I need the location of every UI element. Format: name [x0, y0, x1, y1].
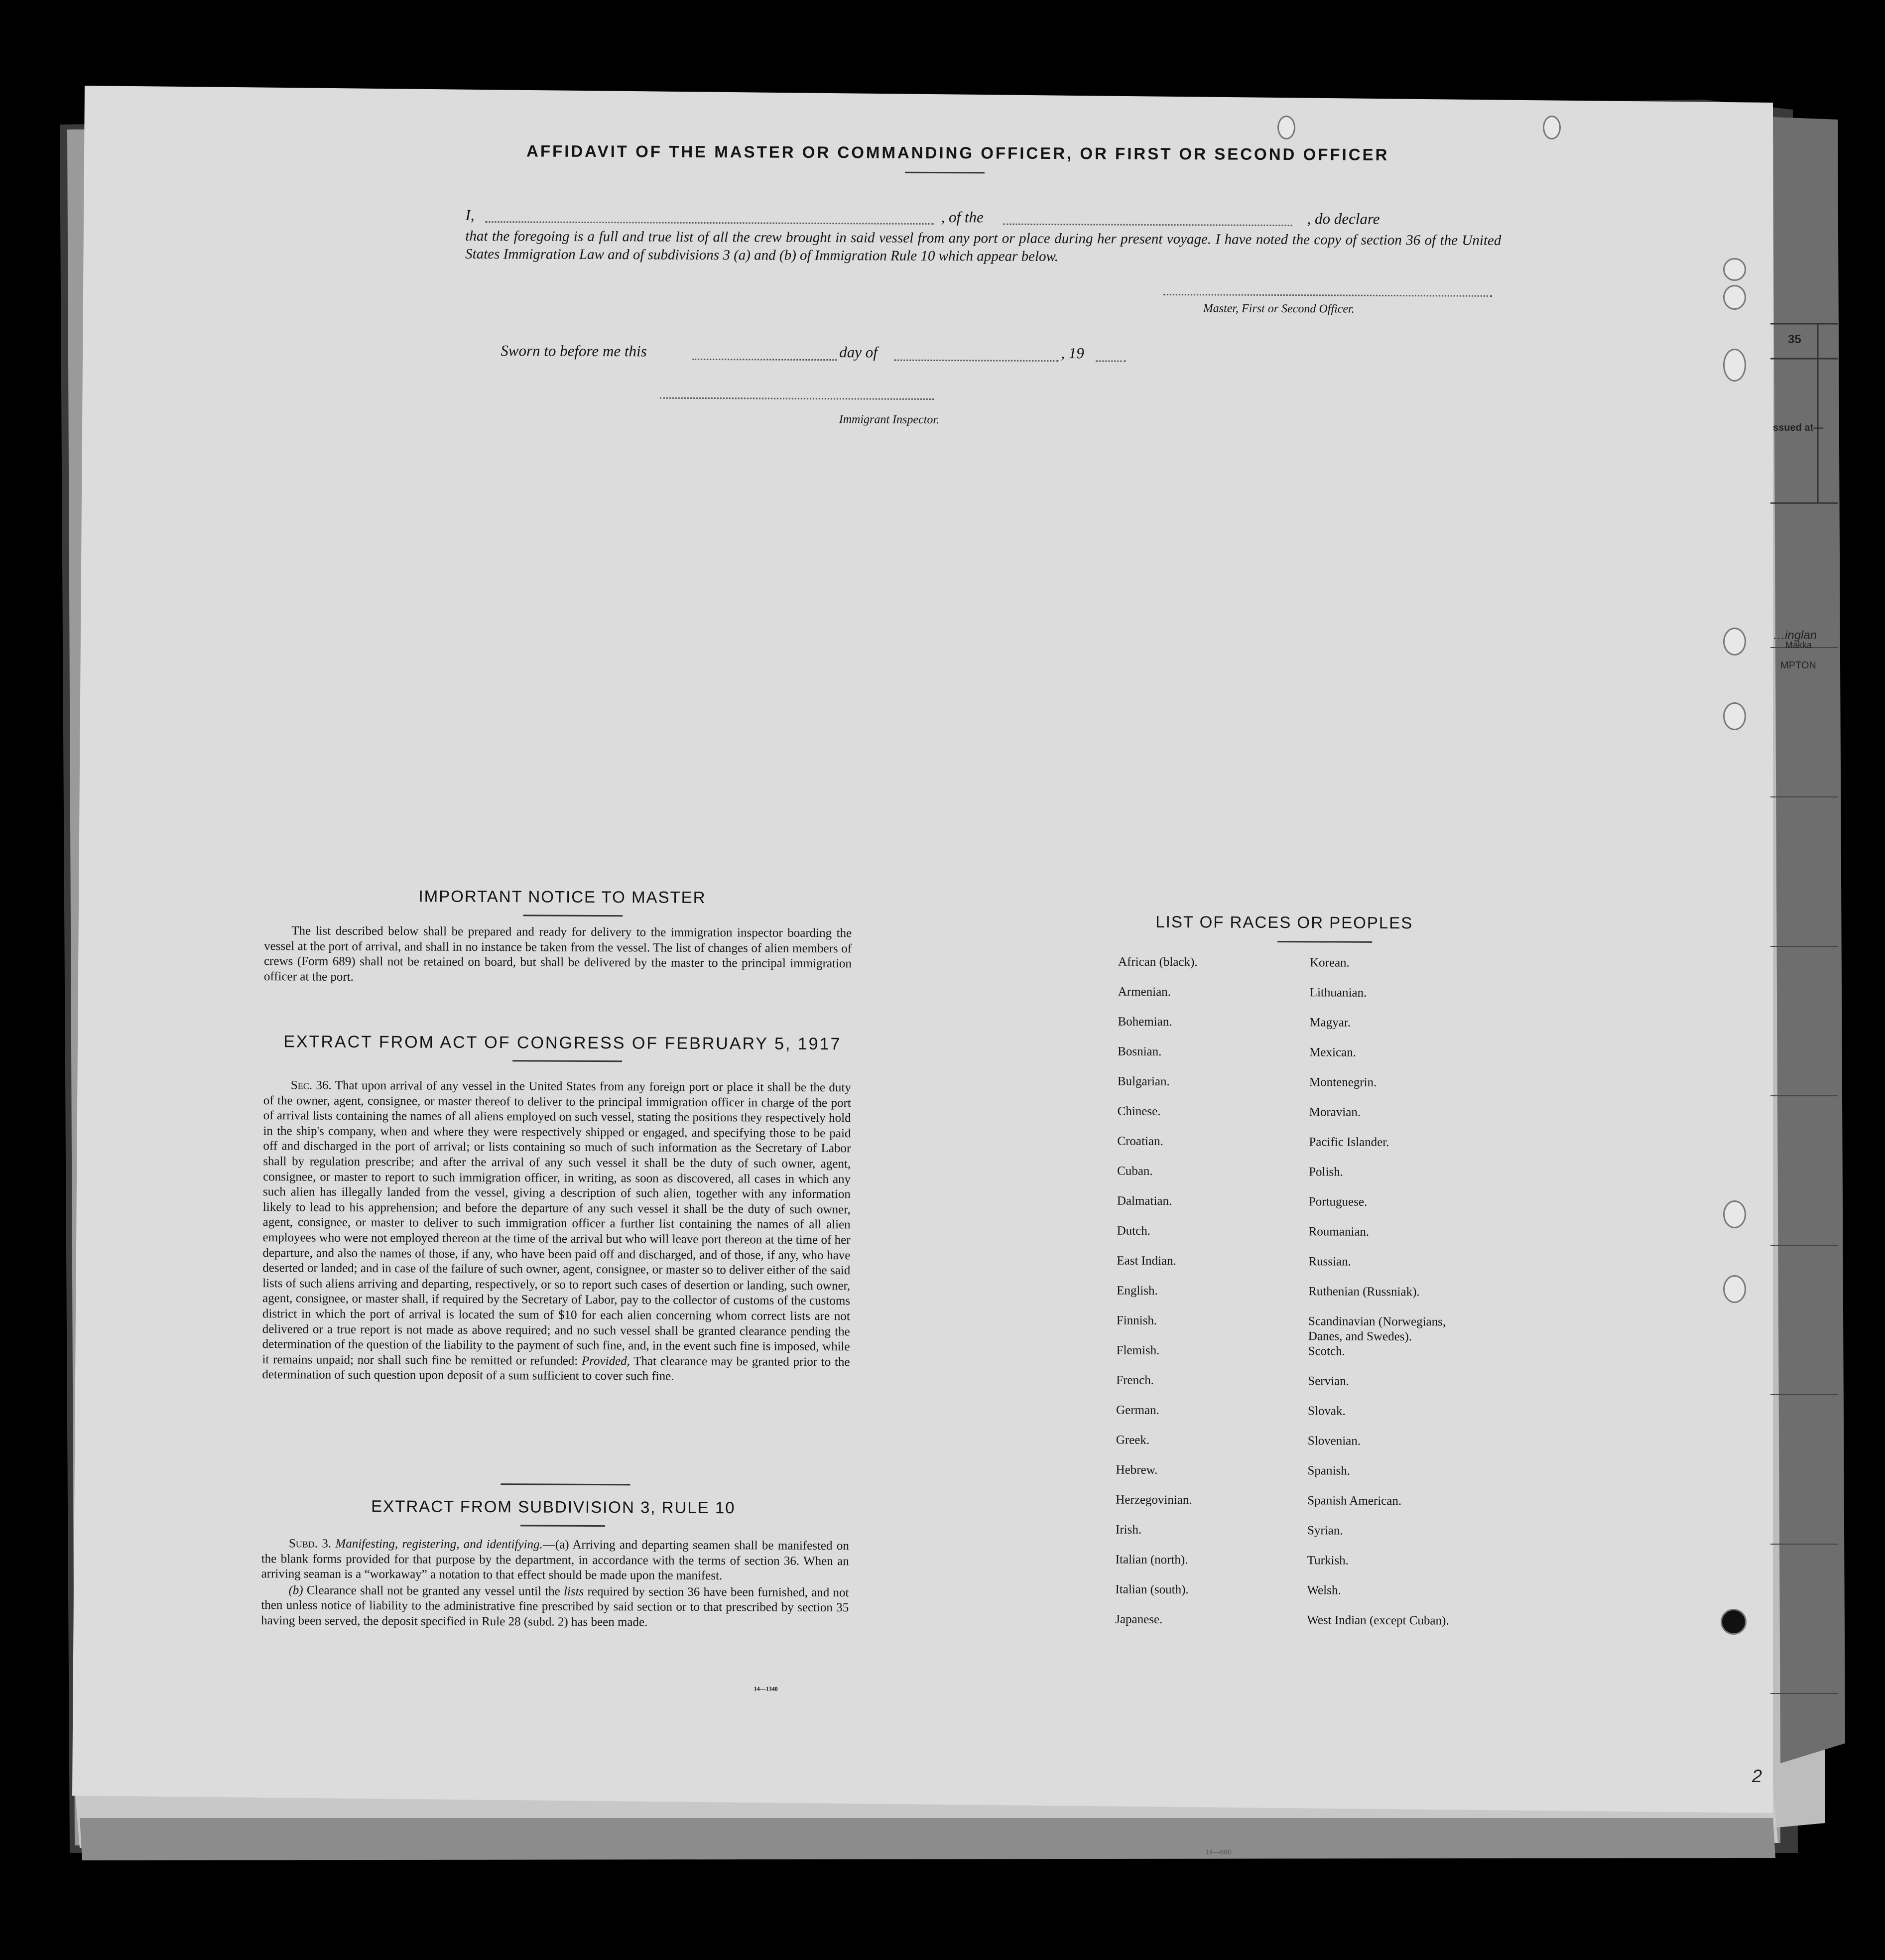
race-item: Chinese. [1117, 1104, 1161, 1118]
inspector-signature-line[interactable] [660, 397, 934, 400]
sworn-year-field[interactable] [1096, 360, 1126, 362]
race-item: West Indian (except Cuban). [1307, 1613, 1449, 1628]
race-item: Roumanian. [1308, 1225, 1370, 1239]
race-item: German. [1116, 1403, 1159, 1417]
race-item: Korean. [1309, 956, 1350, 970]
day-of-label: day of [839, 343, 878, 361]
race-item: French. [1116, 1373, 1154, 1387]
race-item: Flemish. [1116, 1343, 1160, 1357]
sworn-line [501, 342, 1198, 365]
race-item: English. [1117, 1284, 1158, 1298]
declaration-body: that the foregoing is a full and true list of all the crew brought in said vessel from any port or place during her present voyage. I have noted the copy of section 36 of the United States Immigration Law and of subdivisions 3 (a) and (b) of Immigration Rule 10 which appear below. [465, 228, 1502, 265]
race-item: Ruthenian (Russniak). [1308, 1285, 1420, 1299]
race-item: Italian (north). [1115, 1553, 1188, 1567]
section-36-text [262, 1078, 851, 1386]
subdivision-text [261, 1536, 849, 1632]
race-item: Slovenian. [1307, 1434, 1361, 1448]
race-item: Bohemian. [1118, 1015, 1172, 1029]
race-item: Cuban. [1117, 1164, 1153, 1178]
subd-b-body-1: Clearance shall not be granted any vessel until the [306, 1583, 560, 1598]
race-item: Mexican. [1309, 1045, 1356, 1059]
race-item: Lithuanian. [1309, 986, 1367, 1000]
race-item: Spanish American. [1307, 1494, 1402, 1508]
affidavit-page [81, 81, 1791, 1842]
race-item: Bosnian. [1118, 1045, 1162, 1058]
notice-text: The list described below shall be prepared and ready for delivery to the immigration inspector boarding the vessel at the port of arrival, and shall in no instance be taken from the vessel. The list of changes of alien members of crews (Form 689) shall not be retained on board, but shall be delivered by the master to the principal immigration officer at the port. [263, 924, 852, 984]
race-item: Polish. [1309, 1165, 1344, 1179]
divider [1277, 941, 1372, 943]
subd-a-body: —(a) Arriving and departing seamen shall be manifested on the blank forms provided for that purpose by the department, in accordance with the terms of section 36. When an arriving seaman is a “workaway” a notation to that effect should be made upon the manifest. [261, 1538, 849, 1583]
race-item: Scotch. [1308, 1344, 1345, 1358]
vessel-field[interactable] [1003, 224, 1292, 227]
race-item: Finnish. [1116, 1313, 1157, 1327]
race-item: Irish. [1115, 1523, 1142, 1537]
page-number: 35 [1788, 333, 1801, 346]
race-item: Dutch. [1117, 1224, 1151, 1238]
race-item: Spanish. [1307, 1464, 1351, 1478]
affidavit-title: AFFIDAVIT OF THE MASTER OR COMMANDING OFFICER, OR FIRST OR SECOND OFFICER [526, 141, 1389, 164]
subd-heading: Manifesting, registering, and identifying. [335, 1537, 543, 1552]
race-item: Croatian. [1117, 1134, 1163, 1148]
race-item: Hebrew. [1116, 1463, 1158, 1477]
race-item: Pacific Islander. [1309, 1135, 1389, 1149]
corner-mark: 2 [1752, 1766, 1762, 1786]
race-item: Greek. [1116, 1433, 1150, 1447]
divider [501, 1483, 630, 1485]
section-body-end: That clearance may be granted prior to the determination of such question upon deposit of a sum sufficient to cover such fine. [262, 1354, 850, 1383]
race-item: Turkish. [1307, 1554, 1349, 1568]
sworn-month-field[interactable] [894, 360, 1058, 362]
divider [512, 1060, 622, 1062]
race-item: Scandinavian (Norwegians, Danes, and Swedes). [1308, 1314, 1446, 1344]
race-item: African (black). [1118, 955, 1198, 969]
race-item: Servian. [1308, 1374, 1350, 1388]
declaration-line-1 [465, 206, 1496, 231]
subd-b-body-2: required by section 36 have been furnished, and not then unless notice of liability to the administrative fine prescribed by said section or to that prescribed by section 35 having been served, the deposit specified in Rule 28 (subd. 2) has been made. [261, 1584, 849, 1629]
race-item: Slovak. [1308, 1404, 1346, 1418]
do-declare-label: , do declare [1307, 210, 1380, 228]
race-item: Magyar. [1309, 1016, 1351, 1030]
race-item: Welsh. [1307, 1583, 1341, 1597]
name-field[interactable] [485, 221, 933, 225]
race-item: Portuguese. [1308, 1195, 1368, 1209]
race-item: East Indian. [1117, 1254, 1176, 1268]
race-item: Herzegovinian. [1116, 1493, 1192, 1507]
handwritten-note: Makka [1785, 640, 1812, 650]
inspector-signature-caption: Immigrant Inspector. [839, 413, 940, 427]
race-item: Russian. [1308, 1255, 1351, 1269]
handwritten-note: MPTON [1780, 660, 1816, 671]
subd-b-label: (b) [288, 1583, 303, 1597]
issued-at-label: ssued at— [1773, 422, 1824, 433]
divider [520, 1525, 605, 1527]
of-the-label: , of the [941, 208, 984, 226]
year-label: , 19 [1061, 344, 1084, 362]
rule-title: EXTRACT FROM SUBDIVISION 3, RULE 10 [371, 1497, 736, 1517]
declarant-prefix: I, [465, 206, 475, 224]
sworn-label: Sworn to before me this [501, 342, 647, 360]
subd-label: Subd. 3. [288, 1537, 332, 1551]
race-item: Dalmatian. [1117, 1194, 1172, 1208]
form-number: 14—1340 [754, 1685, 778, 1693]
master-signature-line[interactable] [1163, 294, 1492, 297]
divider [523, 915, 623, 916]
notice-title: IMPORTANT NOTICE TO MASTER [418, 887, 706, 907]
race-item: Montenegrin. [1309, 1075, 1377, 1089]
subd-b-lists: lists [563, 1584, 584, 1598]
section-label: Sec. 36. [290, 1078, 332, 1092]
sworn-day-field[interactable] [692, 359, 837, 361]
act-title: EXTRACT FROM ACT OF CONGRESS OF FEBRUARY 5, 1917 [283, 1032, 842, 1054]
race-item: Japanese. [1115, 1612, 1163, 1626]
section-body: That upon arrival of any vessel in the United States from any foreign port or place it shall be the duty of the owner, agent, consignee, or master thereof to deliver to the principal immigration officer in charge of the port of arrival lists containing the names of all aliens employed on such vessel, stating the positions they respectively hold in the ship's company, when and where they were respectively shipped or engaged, and specifying those to be paid off and discharged in the port of arrival; or lists containing so much of such information as the Secretary of Labor shall by regulation prescribe; and after the arrival of any such vessel it shall be the duty of such owner, agent, consignee, or master to report to such immigration officer, in writing, as soon as discovered, all cases in which any such alien has illegally landed from the vessel, giving a description of such alien, together with any information likely to lead to his apprehension; and before the departure of any such vessel it shall be the duty of such owner, agent, consignee, or master to deliver to such immigration officer a further list containing the names of all alien employees who were not employed thereon at the time of the arrival but who will leave port thereon at the time of her departure, and also the names of those, if any, who have been paid off and discharged, and of those, if any, who have deserted or landed; and in case of the failure of such owner, agent, consignee, or master so to deliver either of the said lists of such aliens arriving and departing, respectively, or so to report such cases of desertion or landing, such owner, agent, consignee, or master shall, if required by the Secretary of Labor, pay to the collector of customs of the customs district in which the port of arrival is located the sum of $10 for each alien concerning whom correct lists are not delivered or a true report is not made as above required; and no such vessel shall be granted clearance pending the determination of the question of the liability to the payment of such fine, and, in the event such fine is imposed, while it remains unpaid; nor shall such fine be remitted or refunded: [262, 1078, 851, 1368]
notice-body [264, 923, 852, 988]
race-item: Bulgarian. [1117, 1074, 1170, 1089]
race-item: Syrian. [1307, 1524, 1343, 1538]
handwritten-note: …inglan [1773, 629, 1817, 642]
master-signature-caption: Master, First or Second Officer. [1203, 302, 1355, 316]
race-item: Moravian. [1309, 1105, 1361, 1119]
race-item: Armenian. [1118, 985, 1171, 999]
provided-label: Provided, [581, 1354, 630, 1368]
divider [905, 172, 985, 174]
bottom-form-number: 14—680 [1205, 1848, 1232, 1856]
race-item: Italian (south). [1115, 1582, 1189, 1597]
races-title: LIST OF RACES OR PEOPLES [1155, 912, 1413, 932]
